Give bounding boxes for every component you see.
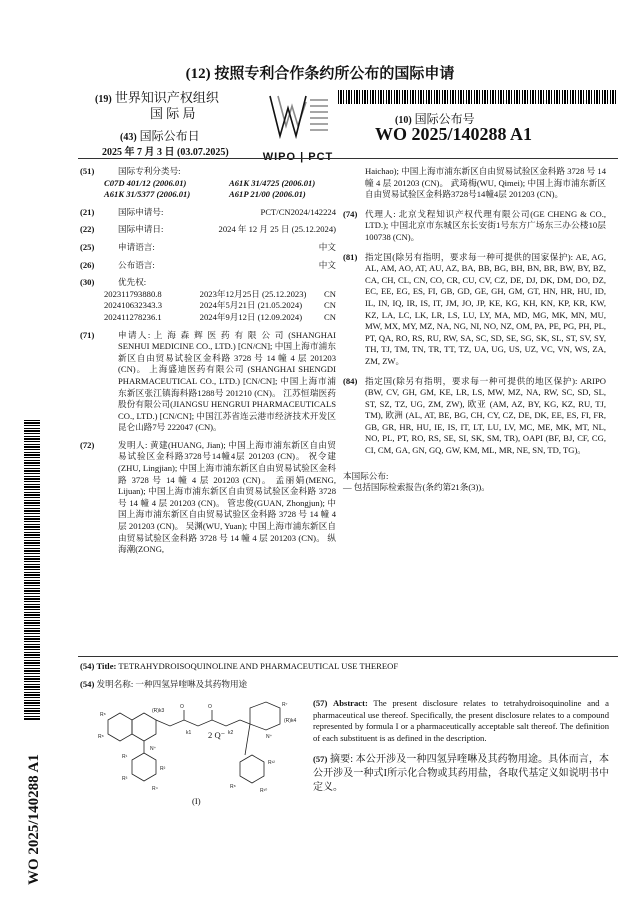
inid-84: (84) [343,375,358,386]
ipc-class-4: A61P 21/00 (2006.01) [229,189,306,200]
inid-51: (51) [80,166,95,176]
field-81 [343,252,606,368]
title-cn: 一种四氢异喹啉及其药物用途 [135,679,248,689]
org-name: 世界知识产权组织 [114,90,219,105]
document-kind-title: (12) 按照专利合作条约所公布的国际申请 [185,66,455,82]
left-column [80,166,336,556]
field-84 [343,376,606,457]
field-71 [80,330,336,434]
svg-text:k2: k2 [228,730,234,736]
ipc-class-2: A61K 31/4725 (2006.01) [229,177,316,188]
abstract-text: The present disclosure relates to tetrahydroisoquinoline and a pharmaceutical use thereof. Specifically, the present disclosure relates to a compound represented by formula I or a pharmaceutically acceptable salt thereof. The definition of each substituent is as defined in the description. [313,698,610,743]
abstract-cn-label: 摘要: [329,754,354,765]
inid-54-cn: (54) [80,679,95,689]
pub-date-line [120,127,200,144]
priority-cc: CN [324,300,336,311]
priority-no: 202311793880.8 [104,288,162,299]
wipo-logo-text: WIPO | PCT [262,151,334,163]
svg-text:R⁴: R⁴ [152,786,158,792]
f26-label: 公布语言: [118,259,155,270]
f26-value: 中文 [318,259,336,270]
pub-date-value: 2025 年 7 月 3 日 (03.07.2025) [102,147,229,158]
chemical-structure [90,698,310,810]
ipc-class-1: C07D 401/12 (2006.01) [104,177,187,188]
svg-text:R⁸: R⁸ [230,784,236,790]
published-item: — 包括国际检索报告(条约第21条(3))。 [343,482,490,493]
priority-cc: CN [324,288,336,299]
priority-list [104,289,336,324]
inid-22: (22) [80,224,95,235]
formula-i-structure-icon [90,698,310,810]
ipc-class-3: A61K 31/5377 (2006.01) [104,189,191,200]
pub-date-label: 国际公布日 [139,129,200,143]
field-51 [80,166,336,178]
f51-label: 国际专利分类号: [118,166,181,176]
priority-no: 202411278236.1 [104,311,162,322]
top-barcode [338,90,618,104]
field-25 [80,242,336,254]
svg-text:R⁸: R⁸ [98,734,104,740]
field-54-en [80,661,610,673]
inid-30: (30) [80,277,95,288]
priority-cc: CN [324,311,336,322]
inid-21: (21) [80,206,95,217]
inid-74: (74) [343,208,358,219]
inid-10: (10) [395,115,412,126]
abstract-label: Abstract: [332,698,368,708]
agent-text: 代理人: 北京戈程知识产权代理有限公司(GE CHENG & CO., LTD.); 中国北京市东城区东长安街1号东方广场东三办公楼10层 100738 (CN)。 [365,208,606,242]
formula-label: (I) [192,796,201,806]
title-label: Title: [96,661,117,671]
f22-value: 2024 年 12 月 25 日 (25.12.2024) [218,224,336,235]
svg-text:R²: R² [160,766,166,772]
inid-57: (57) [313,698,328,708]
field-54-cn [80,679,610,691]
svg-text:O: O [180,704,184,710]
title-en: TETRAHYDROISOQUINOLINE AND PHARMACEUTICAL USE THEREOF [118,661,399,671]
field-57-en [313,698,609,744]
priority-item [104,312,336,324]
svg-text:R¹²: R¹² [268,760,275,766]
side-pub-no: WO 2025/140288 A1 [26,754,42,885]
inid-81: (81) [343,251,358,262]
svg-text:(R)k4: (R)k4 [284,718,297,724]
field-30 [80,277,336,289]
inid-71: (71) [80,329,95,340]
inid-43: (43) [120,132,137,143]
applicants-text: 申请人: 上 海 森 辉 医 药 有 限 公 司 (SHANGHAI SENHUI MEDICINE CO., LTD.) [CN/CN]; 中国上海市浦东新区自由贸易试验区金科路 3728 号 14 幢 4 层 201203 (CN)。 上海盛迪医药有限公司 (SHANGHAI SHENGDI PHARMACEUTICAL CO., LTD.) [CN/CN]; 中国上海市浦东新区张江镇海科路1288号 201210 (CN)。 江苏恒瑞医药股份有限公司(JIANGSU HENGRUI PHARMACEUTICALS CO., LTD.) [CN/CN]; 中国江苏省连云港市经济技术开发区昆仑山路7号 222047 (CN)。 [118,329,336,433]
svg-text:R¹⁰: R¹⁰ [260,788,268,794]
designated-states-regional: 指定国(除另有指明，要求每一种可提供的地区保护): ARIPO (BW, CV, GH, GM, KE, LR, LS, MW, MZ, NA, RW, SC, SD, SL, ST, SZ, TZ, UG, ZM, ZW), 欧亚 (AM, AZ, BY, KG, KZ, RU, TJ, TM), 欧洲 (AL, AT, BE, BG, CH, CY, CZ, DE, DK, EE, ES, FI, FR, GB, GR, HR, HU, IE, IS, IT, LT, LU, LV, MC, ME, MK, MT, NL, NO, PL, PT, RO, RS, SE, SI, SK, SM, TR), OAPI (BF, BJ, CF, CG, CI, CM, GA, GN, GQ, GW, KM, ML, MR, NE, SN, TD, TG)。 [365,375,606,456]
field-22 [80,224,336,236]
field-26 [80,260,336,272]
f25-value: 中文 [318,241,336,252]
f25-label: 申请语言: [118,241,155,252]
field-74 [343,209,606,244]
svg-text:R⁷: R⁷ [282,702,288,708]
svg-text:R³: R³ [122,776,128,782]
f22-label: 国际申请日: [118,224,164,235]
title-rule [78,656,618,657]
field-21 [80,207,336,219]
f21-label: 国际申请号: [118,206,164,217]
right-column [343,166,606,494]
inid-72: (72) [80,439,95,450]
side-barcode [24,420,40,720]
charge-label: 2 Q⁻ [208,730,226,740]
abstract-cn-text: 本公开涉及一种四氢异喹啉及其药物用途。具体而言，本公开涉及一种式I所示化合物或其药用盐，各取代基定义如说明书中定义。 [313,754,610,793]
title-cn-label: 发明名称: [96,679,134,689]
priority-date: 2024年5月21日 (21.05.2024) [199,300,303,311]
ipc-classes [104,178,336,201]
priority-no: 202410632343.3 [104,300,163,311]
inventors-text: 发明人: 黄建(HUANG, Jian); 中国上海市浦东新区自由贸易试验区金科路3728号14幢4层 201203 (CN)。 祝令建(ZHU, Lingjian); 中国上海市浦东新区自由贸易试验区金科路 3728 号 14 幢 4 层 201203 (CN)。 孟丽娟(MENG, Lijuan); 中国上海市浦东新区自由贸易试验区金科路 3728 号 14 幢 4 层 201203 (CN)。 管忠俊(GUAN, Zhongjun); 中国上海市浦东新区自由贸易试验区金科路 3728 号 14 幢 4 层 201203 (CN)。 吴渊(WU, Yuan); 中国上海市浦东新区自由贸易试验区金科路 3728 号 14 幢 4 层 201203 (CN)。 纵海潮(ZONG, [118,439,336,555]
svg-text:R⁸: R⁸ [100,712,106,718]
published-label: 本国际公布: [343,470,389,481]
priority-date: 2023年12月25日 (25.12.2023) [199,288,307,299]
field-57-cn [313,752,609,795]
svg-text:k1: k1 [186,730,192,736]
pub-no-value: WO 2025/140288 A1 [375,124,533,144]
priority-item [104,300,336,312]
svg-text:N⁺: N⁺ [266,734,273,740]
svg-text:O: O [208,704,212,710]
org-sub: 国 际 局 [150,106,196,121]
inid-19: (19) [95,94,112,105]
svg-text:R¹: R¹ [122,754,128,760]
pub-no-label: 国际公布号 [414,112,475,126]
wipo-logo [258,88,338,163]
inid-26: (26) [80,259,95,270]
designated-states-national: 指定国(除另有指明，要求每一种可提供的国家保护): AE, AG, AL, AM, AO, AT, AU, AZ, BA, BB, BG, BH, BN, BR, BW, BY, BZ, CA, CH, CL, CN, CO, CR, CU, CV, CZ, DE, DJ, DK, DM, DO, DZ, EC, EE, EG, ES, FI, GB, GD, GE, GH, GM, GT, HN, HR, HU, ID, IL, IN, IQ, IR, IS, IT, JM, JO, JP, KE, KG, KH, KN, KP, KR, KW, KZ, LA, LC, LK, LR, LS, LU, LY, MA, MD, MG, MK, MN, MU, MW, MX, MY, MZ, NA, NG, NI, NO, NZ, OM, PA, PE, PG, PH, PL, PT, QA, RO, RS, RU, RW, SA, SC, SD, SE, SG, SK, SL, ST, SV, SY, TH, TJ, TM, TN, TR, TT, TZ, UA, UG, US, UZ, VC, VN, WS, ZA, ZM, ZW。 [365,251,606,366]
f30-label: 优先权: [118,277,147,288]
inid-25: (25) [80,241,95,252]
inventors-continued: Haichao); 中国上海市浦东新区自由贸易试验区金科路 3728 号 14 幢 4 层 201203 (CN)。 武琦梅(WU, Qimei); 中国上海市浦东新区自由贸易试验区金科路3728号14幢4层 201203 (CN)。 [365,166,606,200]
priority-item [104,289,336,301]
wipo-logo-icon [258,88,338,146]
inid-54: (54) [80,661,95,671]
priority-date: 2024年9月12日 (12.09.2024) [199,311,303,322]
f21-value: PCT/CN2024/142224 [260,206,336,217]
svg-text:N⁺: N⁺ [150,746,157,752]
header-rule [78,158,618,159]
inid-57-cn: (57) [313,754,328,764]
field-72 [80,440,336,556]
svg-text:(R)k3: (R)k3 [152,708,165,714]
